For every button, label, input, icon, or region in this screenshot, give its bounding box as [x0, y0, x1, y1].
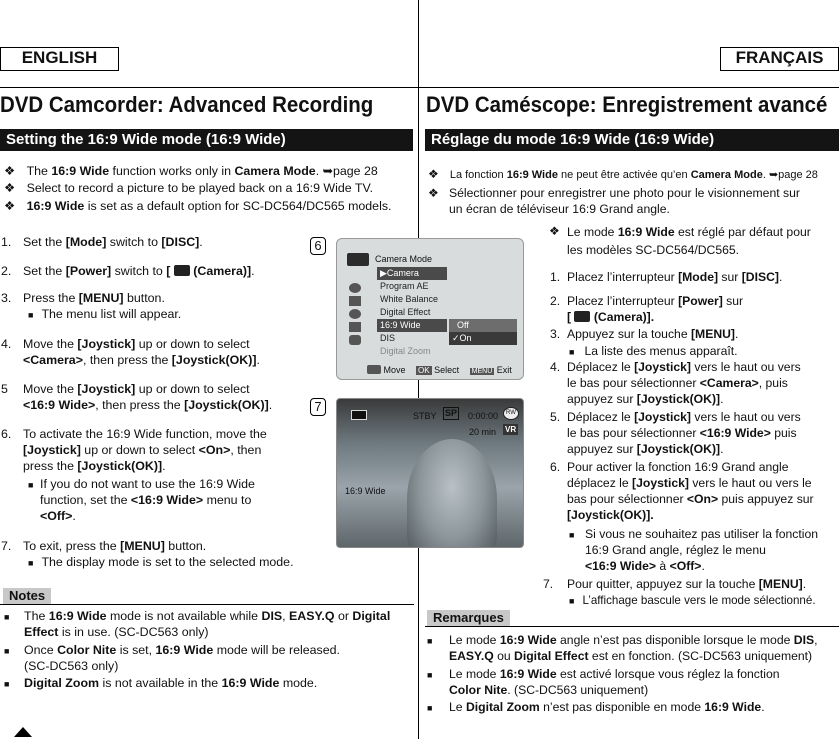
status-sp: SP: [445, 408, 458, 418]
vr-badge: VR: [505, 425, 517, 434]
lang-tab-en: ENGLISH: [0, 47, 119, 71]
menu-item-camera[interactable]: ▶Camera: [377, 267, 447, 280]
square-bullet-icon: ■: [427, 670, 433, 680]
en-step-5: 5 Move the [Joystick] up or down to select <16:9 Wide>, then press the [Joystick(OK)].: [1, 382, 273, 412]
figure-6-menu-screen: [336, 238, 524, 380]
en-step-2: 2. Set the [Power] switch to [ (Camera)].: [1, 264, 255, 278]
camera-icon: [174, 265, 190, 276]
figure-6-number: 6: [310, 237, 326, 255]
dolphin-shape: [407, 439, 497, 548]
section-header-en: Setting the 16:9 Wide mode (16:9 Wide): [0, 129, 413, 151]
square-bullet-icon: ■: [427, 636, 433, 646]
en-step-7: 7. To exit, press the [MENU] button.: [1, 539, 207, 553]
camera-mode-icon: [347, 253, 369, 266]
square-bullet-icon: ■: [569, 530, 575, 540]
camera-icon: [574, 311, 590, 322]
square-bullet-icon: ■: [28, 310, 34, 320]
fr-note-3: ■ Le Digital Zoom n’est pas disponible en mode 16:9 Wide.: [427, 700, 765, 714]
fr-step-2: 2. Placez l’interrupteur [Power] sur [ (Camera)].: [550, 294, 744, 324]
ok-key: OK: [418, 366, 430, 375]
fr-step-5: 5. Déplacez le [Joystick] vers le haut ou vers le bas pour sélectionner <16:9 Wide> puis appuyez sur [Joystick(OK)].: [550, 410, 801, 456]
fr-step-1: 1. Placez l’interrupteur [Mode] sur [DISC].: [550, 270, 783, 284]
diamond-icon: ❖: [428, 167, 439, 181]
square-bullet-icon: ■: [569, 347, 575, 357]
rw-disc-icon: RW: [503, 407, 519, 420]
page-corner-triangle-icon: [14, 727, 32, 737]
en-step-4: 4. Move the [Joystick] up or down to select <Camera>, then press the [Joystick(OK)].: [1, 337, 260, 367]
battery-icon: [351, 410, 367, 420]
lang-tab-fr: FRANÇAIS: [720, 47, 839, 71]
notes-rule-en: [0, 604, 414, 605]
diamond-icon: ❖: [4, 199, 16, 213]
menu-key: MENU: [471, 368, 493, 375]
notes-label-en: Notes: [3, 588, 51, 604]
square-bullet-icon: ■: [28, 480, 34, 490]
diamond-icon: ❖: [4, 181, 16, 195]
en-step-7-sub: ■ The display mode is set to the selected mode.: [28, 555, 294, 569]
square-bullet-icon: ■: [4, 679, 10, 689]
diamond-icon: ❖: [4, 164, 16, 178]
page-title-fr: DVD Caméscope: Enregistrement avancé: [426, 92, 828, 117]
fr-note-2: ■ Le mode 16:9 Wide est activé lorsque vous réglez la fonction Color Nite. (SC-DC563 uniquement): [427, 667, 780, 697]
menu-side-icons: [349, 281, 365, 349]
fr-bullet-2: ❖ Sélectionner pour enregistrer une photo pour le visionnement sur un écran de téléviseur 16:9 Grand angle.: [428, 186, 800, 216]
fr-note-1: ■ Le mode 16:9 Wide angle n’est pas disponible lorsque le mode DIS, EASY.Q ou Digital Effect est en fonction. (SC-DC563 uniquement): [427, 633, 818, 663]
square-bullet-icon: ■: [28, 558, 34, 568]
figure-7-viewfinder: [336, 398, 524, 548]
en-note-3: ■ Digital Zoom is not available in the 16:9 Wide mode.: [4, 676, 318, 690]
fr-step-6: 6. Pour activer la fonction 16:9 Grand angle déplacez le [Joystick] vers le haut ou vers le bas pour sélectionner <On> puis appuyez sur [Joystick(OK)].: [550, 460, 814, 522]
status-time: 0:00:00: [468, 411, 499, 421]
square-bullet-icon: ■: [427, 703, 433, 713]
en-step-6-sub: ■ If you do not want to use the 16:9 Wide function, set the <16:9 Wide> menu to <Off>.: [28, 477, 255, 523]
diamond-icon: ❖: [549, 224, 560, 238]
mode-label-16-9-wide: 16:9 Wide: [345, 486, 386, 496]
fr-step-6-sub: ■ Si vous ne souhaitez pas utiliser la fonction 16:9 Grand angle, réglez le menu <16:9 Wide> à <Off>.: [569, 527, 819, 573]
en-step-3: 3. Press the [MENU] button.: [1, 291, 165, 305]
square-bullet-icon: ■: [569, 596, 575, 606]
menu-item-digital-zoom[interactable]: Digital Zoom: [380, 346, 431, 356]
fr-step-3-sub: ■ La liste des menus apparaît.: [569, 344, 738, 358]
square-bullet-icon: ■: [4, 646, 10, 656]
menu-item-program-ae[interactable]: Program AE: [380, 281, 429, 291]
en-bullet-3: ❖ 16:9 Wide is set as a default option for SC-DC564/DC565 models.: [4, 199, 392, 213]
fr-step-4: 4. Déplacez le [Joystick] vers le haut ou vers le bas pour sélectionner <Camera>, puis appuyez sur [Joystick(OK)].: [550, 360, 801, 406]
notes-label-fr: Remarques: [427, 610, 510, 626]
en-bullet-2: ❖ Select to record a picture to be played back on a 16:9 Wide TV.: [4, 181, 374, 195]
status-remain: 20 min: [469, 427, 497, 437]
fr-step-7: 7. Pour quitter, appuyez sur la touche [MENU].: [543, 577, 807, 591]
menu-header: Camera Mode: [375, 254, 433, 264]
figure-7-number: 7: [310, 398, 326, 416]
menu-item-digital-effect[interactable]: Digital Effect: [380, 307, 431, 317]
en-step-1: 1. Set the [Mode] switch to [DISC].: [1, 235, 203, 249]
section-header-fr: Réglage du mode 16:9 Wide (16:9 Wide): [425, 129, 839, 151]
menu-footer: Move OK Select MENU Exit: [367, 364, 522, 376]
header-rule: [0, 87, 839, 88]
submenu-option-on[interactable]: ✓On: [449, 332, 517, 345]
submenu-option-off[interactable]: Off: [449, 319, 517, 332]
en-step-6: 6. To activate the 16:9 Wide function, move the [Joystick] up or down to select <On>, then press the [Joystick(OK)].: [1, 427, 267, 473]
fr-bullet-3: ❖ Le mode 16:9 Wide est réglé par défaut pour les modèles SC-DC564/DC565.: [549, 224, 811, 257]
en-note-2: ■ Once Color Nite is set, 16:9 Wide mode will be released. (SC-DC563 only): [4, 643, 340, 673]
en-bullet-1: ❖ The 16:9 Wide function works only in Camera Mode. ➥page 28: [4, 164, 378, 178]
notes-rule-fr: [425, 626, 839, 627]
menu-item-white-balance[interactable]: White Balance: [380, 294, 439, 304]
fr-step-3: 3. Appuyez sur la touche [MENU].: [550, 327, 739, 341]
square-bullet-icon: ■: [4, 612, 10, 622]
move-arrows-icon: [367, 365, 381, 374]
en-step-3-sub: ■ The menu list will appear.: [28, 307, 182, 321]
page-title-en: DVD Camcorder: Advanced Recording: [0, 92, 374, 117]
menu-item-16-9-wide[interactable]: 16:9 Wide: [377, 319, 447, 332]
fr-bullet-1: ❖ La fonction 16:9 Wide ne peut être activée qu’en Camera Mode. ➥page 28: [428, 167, 818, 181]
status-stby: STBY: [413, 411, 437, 421]
fr-step-7-sub: ■ L’affichage bascule vers le mode sélectionné.: [569, 594, 816, 607]
diamond-icon: ❖: [428, 186, 439, 200]
menu-item-dis[interactable]: DIS: [380, 333, 396, 343]
en-note-1: ■ The 16:9 Wide mode is not available while DIS, EASY.Q or Digital Effect is in use. (SC-DC563 only): [4, 609, 391, 639]
